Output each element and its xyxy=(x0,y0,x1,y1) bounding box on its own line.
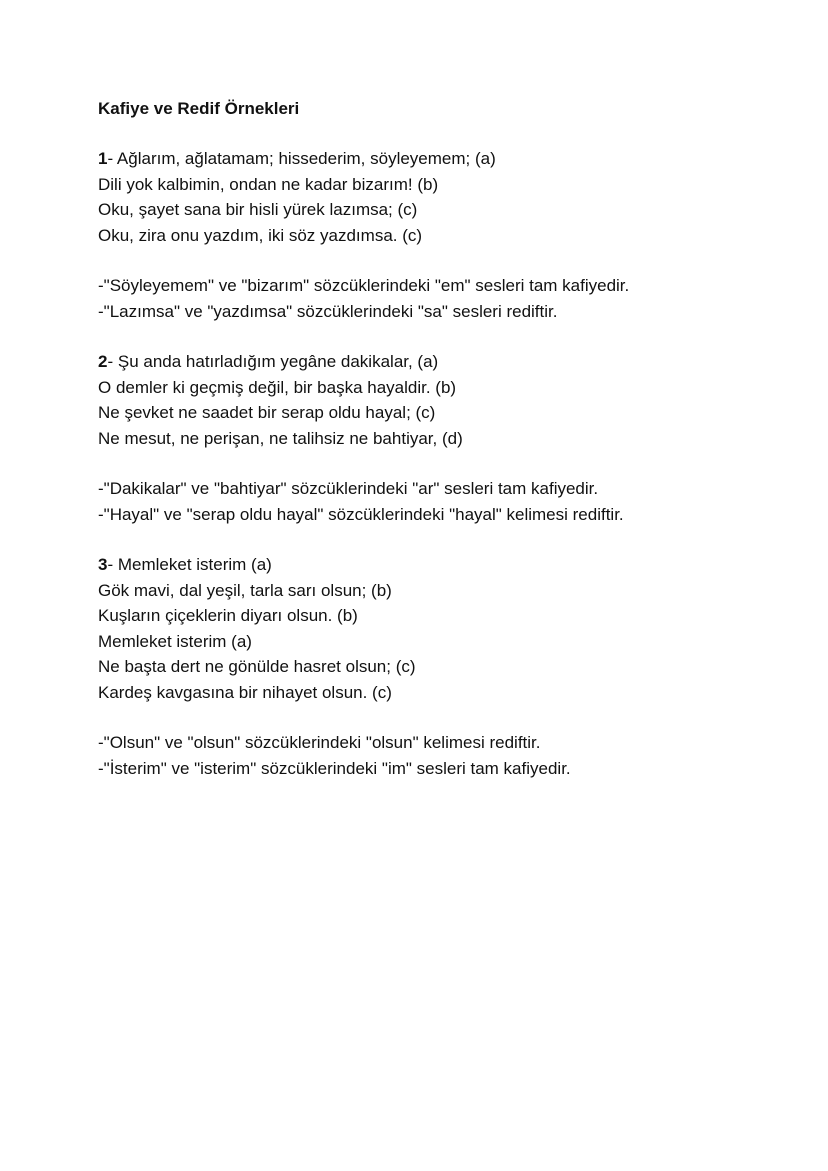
poem-line: Ne şevket ne saadet bir serap oldu hayal; (c) xyxy=(98,403,436,422)
poem-number: 1 xyxy=(98,149,108,168)
note-line: -"Hayal" ve "serap oldu hayal" sözcüklerindeki "hayal" kelimesi rediftir. xyxy=(98,504,624,524)
notes-2 xyxy=(98,476,798,527)
poem-3 xyxy=(98,552,798,705)
poem-line: Kuşların çiçeklerin diyarı olsun. (b) xyxy=(98,606,358,625)
poem-line: O demler ki geçmiş değil, bir başka hayaldir. (b) xyxy=(98,377,457,397)
poem-line: Oku, zira onu yazdım, iki söz yazdımsa. (c) xyxy=(98,225,423,245)
poem-line: Ne başta dert ne gönülde hasret olsun; (c) xyxy=(98,657,416,676)
poem-2 xyxy=(98,349,798,451)
poem-line: Kardeş kavgasına bir nihayet olsun. (c) xyxy=(98,682,392,702)
document-title: Kafiye ve Redif Örnekleri xyxy=(98,99,300,118)
poem-line: Memleket isterim (a) xyxy=(98,631,252,651)
note-line: -"Söyleyemem" ve "bizarım" sözcüklerindeki "em" sesleri tam kafiyedir. xyxy=(98,276,630,295)
note-line: -"Dakikalar" ve "bahtiyar" sözcüklerindeki "ar" sesleri tam kafiyedir. xyxy=(98,479,599,498)
note-line: -"İsterim" ve "isterim" sözcüklerindeki "im" sesleri tam kafiyedir. xyxy=(98,758,571,778)
poem-line: Oku, şayet sana bir hisli yürek lazımsa; (c) xyxy=(98,200,418,219)
document-page xyxy=(98,96,798,806)
poem-number: 2 xyxy=(98,352,108,371)
poem-line: Dili yok kalbimin, ondan ne kadar bizarım! (b) xyxy=(98,174,439,194)
poem-1 xyxy=(98,146,798,248)
note-line: -"Olsun" ve "olsun" sözcüklerindeki "olsun" kelimesi rediftir. xyxy=(98,733,541,752)
poem-line: 1- Ağlarım, ağlatamam; hissederim, söyleyemem; (a) xyxy=(98,149,496,168)
poem-line: Ne mesut, ne perişan, ne talihsiz ne bahtiyar, (d) xyxy=(98,428,463,448)
poem-line: 3- Memleket isterim (a) xyxy=(98,555,272,574)
note-line: -"Lazımsa" ve "yazdımsa" sözcüklerindeki "sa" sesleri rediftir. xyxy=(98,301,558,321)
notes-1 xyxy=(98,273,798,324)
notes-3 xyxy=(98,730,798,781)
poem-number: 3 xyxy=(98,555,108,574)
poem-line: 2- Şu anda hatırladığım yegâne dakikalar, (a) xyxy=(98,352,439,371)
poem-line: Gök mavi, dal yeşil, tarla sarı olsun; (b) xyxy=(98,580,392,600)
